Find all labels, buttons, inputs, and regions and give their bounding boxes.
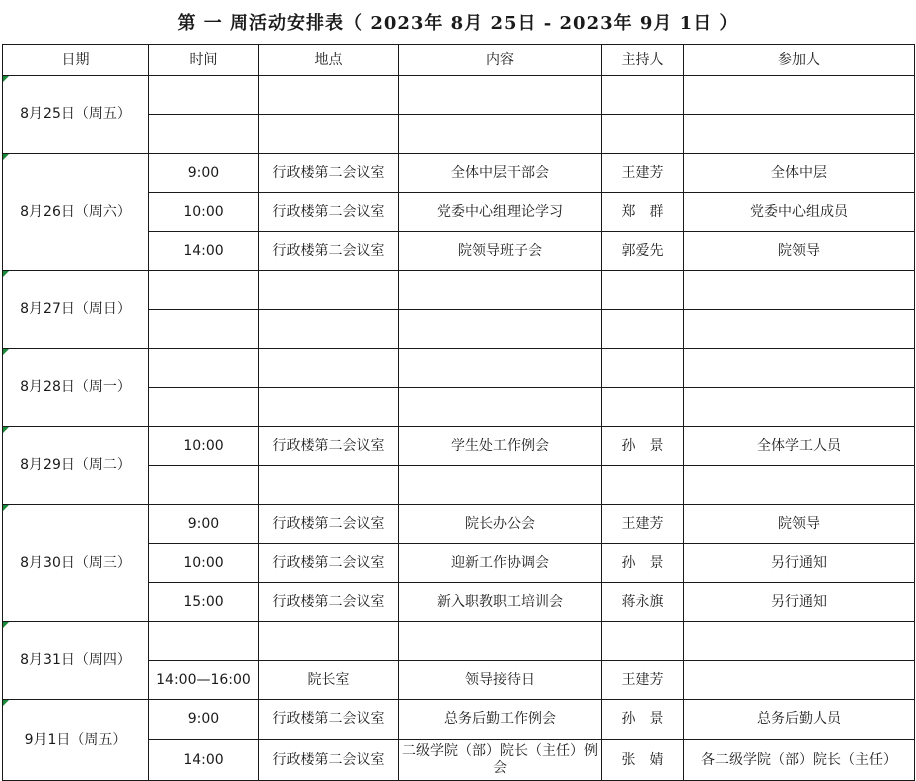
date-cell[interactable]: 8月31日（周四） [3,622,149,700]
content-cell[interactable]: 院长办公会 [399,505,602,544]
time-cell[interactable]: 9:00 [149,505,259,544]
content-cell[interactable]: 全体中层干部会 [399,154,602,193]
header-date[interactable]: 日期 [3,45,149,76]
attendees-cell[interactable]: 另行通知 [684,544,915,583]
attendees-cell[interactable]: 全体学工人员 [684,427,915,466]
host-cell[interactable] [602,115,684,154]
attendees-cell[interactable] [684,622,915,661]
place-cell[interactable] [259,622,399,661]
place-cell[interactable]: 行政楼第二会议室 [259,427,399,466]
time-cell[interactable]: 14:00—16:00 [149,661,259,700]
host-cell[interactable] [602,349,684,388]
attendees-cell[interactable]: 总务后勤人员 [684,700,915,740]
date-cell[interactable]: 8月30日（周三） [3,505,149,622]
date-cell[interactable]: 9月1日（周五） [3,700,149,781]
place-cell[interactable]: 行政楼第二会议室 [259,740,399,781]
content-cell[interactable] [399,466,602,505]
attendees-cell[interactable] [684,349,915,388]
host-cell[interactable]: 王建芳 [602,661,684,700]
time-cell[interactable] [149,622,259,661]
attendees-cell[interactable] [684,76,915,115]
time-cell[interactable] [149,388,259,427]
time-cell[interactable]: 10:00 [149,193,259,232]
place-cell[interactable] [259,466,399,505]
content-cell[interactable] [399,388,602,427]
table-row [3,622,915,661]
time-cell[interactable]: 9:00 [149,700,259,740]
date-cell[interactable]: 8月27日（周日） [3,271,149,349]
time-cell[interactable] [149,349,259,388]
header-place[interactable]: 地点 [259,45,399,76]
host-cell[interactable]: 郭爱先 [602,232,684,271]
content-cell[interactable]: 二级学院（部）院长（主任）例会 [399,740,602,781]
attendees-cell[interactable]: 各二级学院（部）院长（主任） [684,740,915,781]
attendees-cell[interactable]: 院领导 [684,505,915,544]
host-cell[interactable]: 蒋永旗 [602,583,684,622]
schedule-table [2,44,915,781]
host-cell[interactable]: 孙 景 [602,544,684,583]
table-row [3,427,915,466]
place-cell[interactable] [259,76,399,115]
host-cell[interactable]: 王建芳 [602,505,684,544]
content-cell[interactable]: 新入职教职工培训会 [399,583,602,622]
place-cell[interactable]: 院长室 [259,661,399,700]
host-cell[interactable] [602,466,684,505]
header-attendees[interactable]: 参加人 [684,45,915,76]
date-cell[interactable]: 8月29日（周二） [3,427,149,505]
attendees-cell[interactable]: 全体中层 [684,154,915,193]
time-cell[interactable]: 10:00 [149,544,259,583]
time-cell[interactable]: 9:00 [149,154,259,193]
attendees-cell[interactable] [684,466,915,505]
place-cell[interactable]: 行政楼第二会议室 [259,154,399,193]
time-cell[interactable]: 10:00 [149,427,259,466]
place-cell[interactable]: 行政楼第二会议室 [259,193,399,232]
host-cell[interactable] [602,310,684,349]
attendees-cell[interactable]: 另行通知 [684,583,915,622]
table-row [3,505,915,544]
header-host[interactable]: 主持人 [602,45,684,76]
content-cell[interactable] [399,76,602,115]
host-cell[interactable]: 张 婧 [602,740,684,781]
attendees-cell[interactable] [684,661,915,700]
place-cell[interactable]: 行政楼第二会议室 [259,700,399,740]
header-content[interactable]: 内容 [399,45,602,76]
table-row [3,271,915,310]
content-cell[interactable] [399,310,602,349]
time-cell[interactable] [149,466,259,505]
place-cell[interactable] [259,271,399,310]
host-cell[interactable] [602,76,684,115]
header-row [3,45,915,76]
host-cell[interactable] [602,271,684,310]
host-cell[interactable]: 郑 群 [602,193,684,232]
content-cell[interactable]: 学生处工作例会 [399,427,602,466]
host-cell[interactable]: 孙 景 [602,700,684,740]
content-cell[interactable]: 领导接待日 [399,661,602,700]
attendees-cell[interactable] [684,388,915,427]
place-cell[interactable] [259,310,399,349]
content-cell[interactable] [399,115,602,154]
content-cell[interactable] [399,349,602,388]
place-cell[interactable] [259,388,399,427]
time-cell[interactable]: 14:00 [149,740,259,781]
time-cell[interactable]: 15:00 [149,583,259,622]
place-cell[interactable]: 行政楼第二会议室 [259,544,399,583]
page-title: 第 一 周活动安排表（ 2023年 8月 25日 - 2023年 9月 1日 ） [177,13,739,34]
date-cell[interactable]: 8月28日（周一） [3,349,149,427]
attendees-cell[interactable] [684,310,915,349]
host-cell[interactable] [602,622,684,661]
table-row [3,154,915,193]
date-cell[interactable]: 8月26日（周六） [3,154,149,271]
attendees-cell[interactable]: 院领导 [684,232,915,271]
content-cell[interactable]: 党委中心组理论学习 [399,193,602,232]
place-cell[interactable]: 行政楼第二会议室 [259,232,399,271]
time-cell[interactable] [149,115,259,154]
time-cell[interactable]: 14:00 [149,232,259,271]
host-cell[interactable]: 孙 景 [602,427,684,466]
place-cell[interactable] [259,349,399,388]
table-row [3,349,915,388]
table-row [3,700,915,740]
content-cell[interactable]: 总务后勤工作例会 [399,700,602,740]
time-cell[interactable] [149,76,259,115]
attendees-cell[interactable] [684,271,915,310]
content-cell[interactable]: 院领导班子会 [399,232,602,271]
header-time[interactable]: 时间 [149,45,259,76]
attendees-cell[interactable]: 党委中心组成员 [684,193,915,232]
time-cell[interactable] [149,310,259,349]
content-cell[interactable] [399,271,602,310]
time-cell[interactable] [149,271,259,310]
place-cell[interactable] [259,115,399,154]
place-cell[interactable]: 行政楼第二会议室 [259,583,399,622]
place-cell[interactable]: 行政楼第二会议室 [259,505,399,544]
date-cell[interactable]: 8月25日（周五） [3,76,149,154]
content-cell[interactable] [399,622,602,661]
host-cell[interactable]: 王建芳 [602,154,684,193]
attendees-cell[interactable] [684,115,915,154]
host-cell[interactable] [602,388,684,427]
table-row [3,76,915,115]
content-cell[interactable]: 迎新工作协调会 [399,544,602,583]
